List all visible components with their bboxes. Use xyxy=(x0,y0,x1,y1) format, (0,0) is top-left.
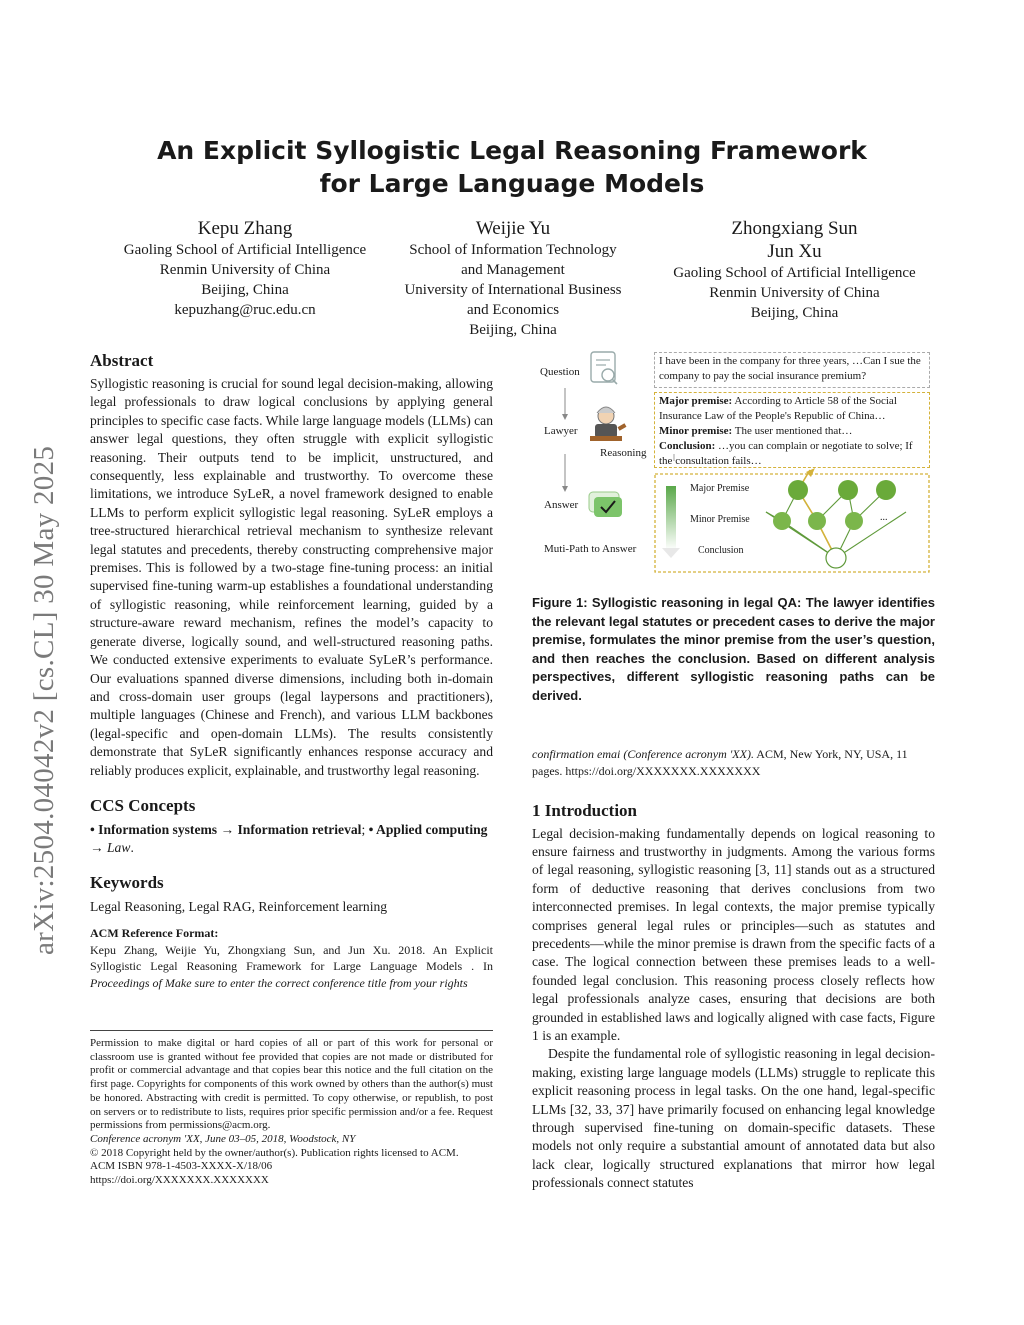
ccs-arrow: → xyxy=(90,840,107,856)
lawyer-icon xyxy=(590,407,626,441)
acm-ref-heading: ACM Reference Format: xyxy=(90,926,219,941)
minor-node xyxy=(808,512,826,530)
author-affiliation: Gaoling School of Artificial Intelligence xyxy=(673,265,916,281)
minor-premise-text: The user mentioned that… xyxy=(732,425,853,437)
ccs-end: . xyxy=(130,840,134,856)
ccs-heading: CCS Concepts xyxy=(90,795,196,815)
acm-ref-italic: Proceedings of Make sure to enter the correct conference title from your rights xyxy=(90,975,468,990)
intro-paragraph-2: Despite the fundamental role of syllogistic reasoning in legal decision-making, existing large language models (LLMs) struggle to replicate this explicit reasoning process in legal tasks. On the one hand, legal-specific LLMs [32, 33, 37] have primarily focused on enhancing legal knowledge through supervised fine-tuning on domain-specific datasets. These models not only require a substantial amount of annotated data but also lack clear, logically structured explanations that mirror how legal professionals connect statutes xyxy=(532,1046,935,1191)
tree-label-conclusion: Conclusion xyxy=(698,545,744,556)
doi-link[interactable]: https://doi.org/XXXXXXX.XXXXXXX xyxy=(90,1174,269,1187)
introduction-heading: 1 Introduction xyxy=(532,800,638,820)
author-location: Beijing, China xyxy=(469,322,557,338)
arrow-head xyxy=(562,414,568,420)
question-document-icon xyxy=(591,352,617,384)
author-name: Weijie Yu xyxy=(475,218,551,239)
figure-caption: Figure 1: Syllogistic reasoning in legal QA: The lawyer identifies the relevant legal statutes or precedent cases to derive the major premise, formulates the minor premise from the user’s question, and then reaches the conclusion. Based on different analysis perspectives, different syllogistic reasoning paths can be derived. xyxy=(532,595,935,703)
author-name-2: Jun Xu xyxy=(767,241,822,262)
isbn-line: ACM ISBN 978-1-4503-XXXX-X/18/06 xyxy=(90,1160,273,1173)
author-affiliation: Renmin University of China xyxy=(709,285,880,301)
acm-ref-text: Kepu Zhang, Weijie Yu, Zhongxiang Sun, and Jun Xu. 2018. An Explicit Syllogistic Legal Reasoning Framework for Large Language Models . In xyxy=(90,942,493,974)
answer-chat-icon xyxy=(589,492,622,517)
label-answer: Answer xyxy=(544,499,579,511)
right-column xyxy=(532,594,935,1193)
ellipsis-node: ... xyxy=(792,512,800,523)
author-affiliation: School of Information Technology xyxy=(409,242,617,258)
major-premise-text: According to Article 58 of the Social Insurance Law of the People's Republic of China… xyxy=(659,395,897,422)
major-node xyxy=(876,480,896,500)
confirmation-italic: confirmation emai (Conference acronym 'XX). xyxy=(532,746,754,761)
ellipsis-node: ... xyxy=(880,512,888,523)
figure-1 xyxy=(534,346,934,576)
conference-line: Conference acronym 'XX, June 03–05, 2018, Woodstock, NY xyxy=(90,1132,356,1145)
author-location: Beijing, China xyxy=(201,282,289,298)
permission-text: Permission to make digital or hard copies of all or part of this work for personal or classroom use is granted without fee provided that copies are not made or distributed for profit or commercial advantage and that copies bear this notice and the full citation on the first page. Copyrights for components of this work owned by others than the author(s) must be honored. Abstracting with credit is permitted. To copy otherwise, or republish, to post on servers or to redistribute to lists, requires prior specific permission and/or a fee. Request permissions from permissions@acm.org. xyxy=(90,1037,493,1132)
author-affiliation: and Management xyxy=(461,262,565,278)
author-email[interactable]: kepuzhang@ruc.edu.cn xyxy=(174,302,316,318)
confirmation-citation xyxy=(532,746,935,780)
ccs-separator: ; xyxy=(361,821,369,837)
author-name: Kepu Zhang xyxy=(197,218,293,239)
ccs-item-1: • Information systems → Information retrieval xyxy=(90,821,362,837)
abstract-text: Syllogistic reasoning is crucial for sound legal decision-making, allowing legal professionals to draw logical conclusions by applying general principles to specific case facts. While large language models (LLMs) can answer legal questions, they often struggle with explicit syllogistic reasoning. Their outputs tend to be implicit, unstructured, and consequently, less explainable and trustworthy. To overcome these limitations, we introduce SyLeR, a novel framework designed to enable LLMs to perform explicit syllogistic legal reasoning. SyLeR employs a tree-structured hierarchical retrieval mechanism to synthesize relevant legal statutes and precedents, thereby constructing comprehensive major premises. This is followed by a two-stage fine-tuning process: an initial supervised fine-tuning warm-up establishes a foundational understanding of syllogistic reasoning, while reinforcement learning, guided by a structure-aware reward mechanism, refines the model’s capacity to generate diverse, logically sound, and well-structured reasoning paths. We conducted extensive experiments to evaluate SyLeR’s performance. Our evaluations spanned diverse dimensions, including both in-domain and cross-domain user groups (legal laypersons and practitioners), multiple languages (Chinese and French), and various LLM backbones (legal-specific and open-domain LLMs). The results consistently demonstrate that SyLeR significantly enhances response accuracy and reliably produces explicit, explainable, and trustworthy legal reasoning. xyxy=(90,376,494,778)
title-line-1: An Explicit Syllogistic Legal Reasoning Framework xyxy=(157,136,867,165)
minor-node xyxy=(845,512,863,530)
author-affiliation: Gaoling School of Artificial Intelligence xyxy=(123,242,367,258)
arrow-head xyxy=(562,486,568,492)
ccs-item-2-leaf: Law xyxy=(107,840,131,856)
conclusion-node xyxy=(826,548,846,568)
intro-paragraph-1: Legal decision-making fundamentally depends on logical reasoning to ensure fairness and trustworthy in judgments. Among the various forms of legal reasoning, syllogistic reasoning [3, 11] stands out as a structured form of deductive reasoning that derives conclusions from two interconnected premises. In legal contexts, the major premise typically comprises general legal rules or principles—such as statutes and precedents—while the minor premise is drawn from the specific facts of a case. The logical connection between these premises leads to a well-founded legal conclusion. This reasoning process closely reflects how legal professionals analyze cases, ensuring that decisions are both grounded in established laws and logically aligned with case facts, Figure 1 is an example. xyxy=(532,825,935,1044)
permission-footnote xyxy=(90,1037,493,1188)
tree-label-major: Major Premise xyxy=(690,483,750,494)
conclusion-text: …you can complain or negotiate to solve; If the consultation fails… xyxy=(659,440,913,467)
author-affiliation: Renmin University of China xyxy=(159,262,331,278)
ccs-item-2: • Applied computing xyxy=(368,821,488,837)
acm-reference xyxy=(90,925,493,991)
paper-title xyxy=(0,134,1024,200)
conclusion-label: Conclusion: xyxy=(659,440,716,452)
label-question: Question xyxy=(540,366,580,378)
author-location: Beijing, China xyxy=(750,305,839,321)
arxiv-identifier: arXiv:2504.04042v2 [cs.CL] 30 May 2025 xyxy=(28,445,60,955)
author-affiliation: and Economics xyxy=(466,302,560,318)
ellipsis-node: ... xyxy=(831,512,839,523)
footnote-rule xyxy=(90,1030,493,1031)
abstract-heading: Abstract xyxy=(90,351,154,370)
tree-nodes xyxy=(773,480,896,568)
author-affiliation: University of International Business xyxy=(404,282,622,298)
major-premise-label: Major premise: xyxy=(659,395,733,407)
label-multipath: Muti-Path to Answer xyxy=(544,543,637,555)
title-line-2: for Large Language Models xyxy=(319,169,705,198)
author-name: Zhongxiang Sun xyxy=(731,218,858,239)
copyright-line: © 2018 Copyright held by the owner/author(s). Publication rights licensed to ACM. xyxy=(90,1146,459,1159)
label-lawyer: Lawyer xyxy=(544,425,578,437)
question-box: I have been in the company for three years, …Can I sue the company to pay the social insurance premium? xyxy=(654,352,930,388)
label-reasoning: Reasoning xyxy=(600,447,647,459)
tree-label-minor: Minor Premise xyxy=(690,514,750,525)
gradient-bar xyxy=(666,486,676,550)
reasoning-box xyxy=(654,392,930,468)
major-node xyxy=(838,480,858,500)
confirmation-rest: ACM, New York, NY, USA, 11 pages. https://doi.org/XXXXXXX.XXXXXXX xyxy=(532,746,908,778)
major-node xyxy=(788,480,808,500)
author-block-2 xyxy=(383,217,643,340)
keywords-heading: Keywords xyxy=(90,872,164,892)
author-block-3 xyxy=(652,217,937,323)
author-block-1 xyxy=(105,217,385,320)
minor-node xyxy=(773,512,791,530)
minor-premise-label: Minor premise: xyxy=(659,425,733,437)
keywords-text: Legal Reasoning, Legal RAG, Reinforcement learning xyxy=(90,898,388,914)
ccs-concepts xyxy=(90,821,493,858)
left-column xyxy=(90,350,493,991)
gradient-arrow-head xyxy=(662,548,680,558)
